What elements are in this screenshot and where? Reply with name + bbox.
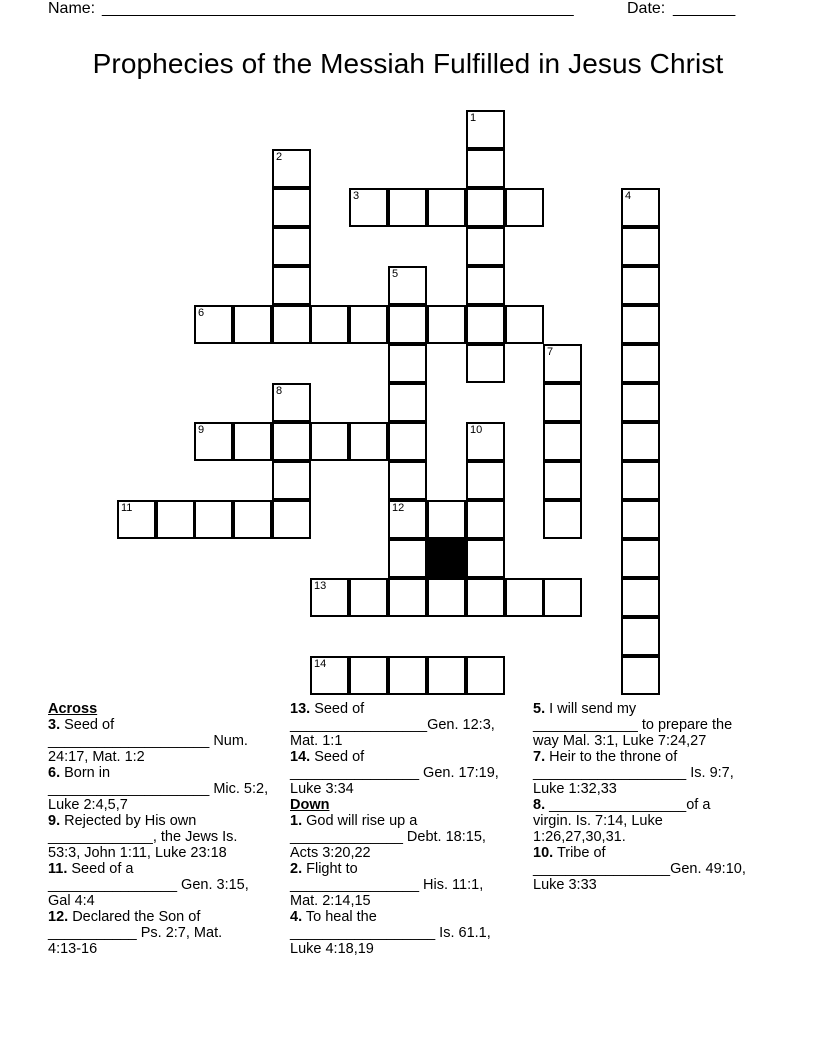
clue-line xyxy=(48,941,284,957)
cell-number: 9 xyxy=(198,424,205,436)
crossword-cell[interactable] xyxy=(310,656,349,695)
cell-number: 13 xyxy=(314,580,327,592)
clue-line xyxy=(48,893,284,909)
crossword-cell[interactable] xyxy=(427,305,466,344)
crossword-cell[interactable] xyxy=(156,500,195,539)
clue-line xyxy=(48,845,284,861)
cell-number: 5 xyxy=(392,268,399,280)
clue-text: Seed of xyxy=(60,717,115,733)
clue-text: 1:26,27,30,31. xyxy=(533,829,626,845)
clue-line xyxy=(290,781,526,797)
cell-number: 2 xyxy=(276,151,283,163)
cell-number: 7 xyxy=(547,346,554,358)
clue-text: ______________ Debt. 18:15, xyxy=(290,829,486,845)
clue-text: Mat. 2:14,15 xyxy=(290,893,371,909)
clue-text: Acts 3:20,22 xyxy=(290,845,371,861)
crossword-cell[interactable] xyxy=(272,305,311,344)
clue-line xyxy=(48,877,284,893)
crossword-cell[interactable] xyxy=(621,539,660,578)
crossword-cell[interactable] xyxy=(233,500,272,539)
clue-line xyxy=(533,797,773,813)
clue xyxy=(290,813,526,861)
clue-text: Seed of xyxy=(310,749,365,765)
clue-text: 24:17, Mat. 1:2 xyxy=(48,749,145,765)
clue-text: Flight to xyxy=(302,861,358,877)
clue-number: 11. xyxy=(48,861,68,877)
clue-line xyxy=(48,861,284,877)
clue-text: _________________Gen. 49:10, xyxy=(533,861,746,877)
clue-line xyxy=(48,909,284,925)
crossword-cell[interactable] xyxy=(388,500,427,539)
clue-text: ___________________ Is. 9:7, xyxy=(533,765,734,781)
crossword-cell[interactable] xyxy=(388,578,427,617)
clue-number: 10. xyxy=(533,845,554,861)
crossword-cell[interactable] xyxy=(621,578,660,617)
crossword-cell[interactable] xyxy=(272,227,311,266)
clue-line xyxy=(533,877,773,893)
crossword-cell[interactable] xyxy=(543,422,582,461)
crossword-cell[interactable] xyxy=(543,383,582,422)
crossword-cell[interactable] xyxy=(427,188,466,227)
clue-line xyxy=(290,765,526,781)
clue xyxy=(48,813,284,861)
clue-number: 9. xyxy=(48,813,61,829)
clue-line xyxy=(533,749,773,765)
crossword-cell[interactable] xyxy=(349,305,388,344)
crossword-cell[interactable] xyxy=(505,188,544,227)
clue xyxy=(533,845,773,893)
crossword-cell[interactable] xyxy=(233,422,272,461)
crossword-cell[interactable] xyxy=(466,500,505,539)
crossword-cell[interactable] xyxy=(194,500,233,539)
clue-text: Luke 3:33 xyxy=(533,877,597,893)
crossword-cell[interactable] xyxy=(272,383,311,422)
clue-text: __________________ Is. 61.1, xyxy=(290,925,491,941)
clue-text: ________________ Gen. 17:19, xyxy=(290,765,499,781)
clue-line xyxy=(533,765,773,781)
clue-text: 53:3, John 1:11, Luke 23:18 xyxy=(48,845,227,861)
crossword-cell[interactable] xyxy=(505,305,544,344)
clues-column-2 xyxy=(290,701,526,957)
clue-text: Seed of xyxy=(310,701,365,717)
clue-text: ________________ Gen. 3:15, xyxy=(48,877,249,893)
crossword-cell[interactable] xyxy=(388,383,427,422)
clue-text: To heal the xyxy=(302,909,377,925)
cell-number: 8 xyxy=(276,385,283,397)
clue-line xyxy=(533,701,773,717)
clue-line xyxy=(533,861,773,877)
clue-line xyxy=(48,765,284,781)
clue-line xyxy=(48,733,284,749)
crossword-cell[interactable] xyxy=(194,422,233,461)
crossword-cell[interactable] xyxy=(117,500,156,539)
clue xyxy=(48,765,284,813)
clue xyxy=(290,909,526,957)
cell-number: 12 xyxy=(392,502,405,514)
crossword-cell[interactable] xyxy=(621,500,660,539)
crossword-cell[interactable] xyxy=(349,188,388,227)
clue-number: 12. xyxy=(48,909,69,925)
cell-number: 11 xyxy=(121,502,133,514)
crossword-cell[interactable] xyxy=(388,305,427,344)
clue-line xyxy=(533,813,773,829)
crossword-cell[interactable] xyxy=(427,578,466,617)
crossword-cell[interactable] xyxy=(272,188,311,227)
clue-text: Born in xyxy=(60,765,111,781)
crossword-cell[interactable] xyxy=(621,227,660,266)
crossword-cell[interactable] xyxy=(427,500,466,539)
clue-text: Rejected by His own xyxy=(60,813,197,829)
clue-line xyxy=(48,717,284,733)
clue-line xyxy=(533,845,773,861)
crossword-cell[interactable] xyxy=(310,305,349,344)
clues-column-3 xyxy=(533,701,773,893)
clue xyxy=(48,717,284,765)
crossword-cell[interactable] xyxy=(272,266,311,305)
crossword-cell[interactable] xyxy=(349,656,388,695)
clue-line xyxy=(48,813,284,829)
crossword-cell[interactable] xyxy=(388,656,427,695)
clue-text: Gal 4:4 xyxy=(48,893,95,909)
clue-number: 2. xyxy=(290,861,303,877)
crossword-cell[interactable] xyxy=(621,266,660,305)
crossword-cell[interactable] xyxy=(272,500,311,539)
clue-number: 3. xyxy=(48,717,61,733)
crossword-cell[interactable] xyxy=(388,539,427,578)
crossword-cell[interactable] xyxy=(388,188,427,227)
crossword-cell[interactable] xyxy=(194,305,233,344)
clue-line xyxy=(290,717,526,733)
crossword-cell[interactable] xyxy=(621,461,660,500)
clue-text: _________________of a xyxy=(545,797,711,813)
black-cell xyxy=(427,539,466,578)
crossword-cell[interactable] xyxy=(466,227,505,266)
clue-text: ___________ Ps. 2:7, Mat. xyxy=(48,925,223,941)
clue xyxy=(290,701,526,749)
clue-number: 8. xyxy=(533,797,546,813)
clue-line xyxy=(290,909,526,925)
clue-text: ____________________ Mic. 5:2, xyxy=(48,781,269,797)
crossword-cell[interactable] xyxy=(272,461,311,500)
clue-text: ________________ His. 11:1, xyxy=(290,877,484,893)
clue-number: 6. xyxy=(48,765,61,781)
crossword-cell[interactable] xyxy=(466,578,505,617)
clue-text: God will rise up a xyxy=(302,813,418,829)
clue-text: ____________________ Num. xyxy=(48,733,248,749)
crossword-cell[interactable] xyxy=(543,500,582,539)
clues-column-1 xyxy=(48,701,284,957)
clue-number: 1. xyxy=(290,813,303,829)
clue xyxy=(533,797,773,845)
crossword-cell[interactable] xyxy=(466,461,505,500)
crossword-cell[interactable] xyxy=(621,656,660,695)
clue xyxy=(48,861,284,909)
crossword-cell[interactable] xyxy=(466,539,505,578)
clue xyxy=(290,749,526,797)
crossword-cell[interactable] xyxy=(349,578,388,617)
crossword-cell[interactable] xyxy=(466,266,505,305)
date-blank[interactable]: _______ xyxy=(673,0,736,17)
crossword-cell[interactable] xyxy=(621,188,660,227)
cell-number: 6 xyxy=(198,307,205,319)
crossword-cell[interactable] xyxy=(310,578,349,617)
clue-line xyxy=(533,733,773,749)
clue-text: Seed of a xyxy=(67,861,134,877)
crossword-cell[interactable] xyxy=(388,461,427,500)
cell-number: 4 xyxy=(625,190,632,202)
clue-number: 7. xyxy=(533,749,546,765)
date-label: Date: xyxy=(627,0,666,17)
crossword-cell[interactable] xyxy=(388,266,427,305)
clue-line xyxy=(48,925,284,941)
clue-text: Luke 2:4,5,7 xyxy=(48,797,128,813)
crossword-cell[interactable] xyxy=(543,344,582,383)
clue-line xyxy=(290,749,526,765)
clue-line xyxy=(290,813,526,829)
cell-number: 3 xyxy=(353,190,360,202)
crossword-cell[interactable] xyxy=(466,422,505,461)
crossword-cell[interactable] xyxy=(388,344,427,383)
crossword-cell[interactable] xyxy=(466,110,505,149)
clue-number: 13. xyxy=(290,701,311,717)
crossword-cell[interactable] xyxy=(621,305,660,344)
crossword-cell[interactable] xyxy=(310,422,349,461)
crossword-cell[interactable] xyxy=(505,578,544,617)
clue-text: Heir to the throne of xyxy=(545,749,678,765)
crossword-cell[interactable] xyxy=(543,461,582,500)
clue-line xyxy=(533,781,773,797)
clue-text: way Mal. 3:1, Luke 7:24,27 xyxy=(533,733,707,749)
clue-line xyxy=(290,941,526,957)
clue-line xyxy=(290,845,526,861)
crossword-cell[interactable] xyxy=(621,344,660,383)
crossword-cell[interactable] xyxy=(388,422,427,461)
clue-text: Luke 3:34 xyxy=(290,781,354,797)
name-blank[interactable]: _____________________________________________________ xyxy=(102,0,574,17)
clue-line xyxy=(48,749,284,765)
clue-line xyxy=(290,893,526,909)
clue-text: virgin. Is. 7:14, Luke xyxy=(533,813,663,829)
clue-line xyxy=(290,829,526,845)
clue xyxy=(533,701,773,749)
clue-number: 14. xyxy=(290,749,311,765)
clue-text: 4:13-16 xyxy=(48,941,98,957)
crossword-cell[interactable] xyxy=(272,149,311,188)
crossword-cell[interactable] xyxy=(621,617,660,656)
crossword-cell[interactable] xyxy=(466,188,505,227)
cell-number: 1 xyxy=(470,112,477,124)
clue xyxy=(48,909,284,957)
crossword-cell[interactable] xyxy=(466,344,505,383)
name-label: Name: xyxy=(48,0,96,17)
clue-text: Luke 1:32,33 xyxy=(533,781,617,797)
clue-text: Luke 4:18,19 xyxy=(290,941,374,957)
clue-line xyxy=(48,797,284,813)
across-heading: Across xyxy=(48,701,98,717)
crossword-cell[interactable] xyxy=(233,305,272,344)
crossword-cell[interactable] xyxy=(621,383,660,422)
clue-line xyxy=(48,781,284,797)
clue-text: Mat. 1:1 xyxy=(290,733,343,749)
clue-text: Declared the Son of xyxy=(68,909,201,925)
cell-number: 10 xyxy=(470,424,483,436)
crossword-cell[interactable] xyxy=(543,578,582,617)
clue-line xyxy=(290,925,526,941)
clue xyxy=(290,861,526,909)
clue-line xyxy=(290,861,526,877)
crossword-cell[interactable] xyxy=(349,422,388,461)
clue-text: _________________Gen. 12:3, xyxy=(290,717,495,733)
clue xyxy=(533,749,773,797)
crossword-cell[interactable] xyxy=(466,305,505,344)
clue-text: Tribe of xyxy=(553,845,606,861)
clue-line xyxy=(533,717,773,733)
clue-line xyxy=(48,829,284,845)
crossword-cell[interactable] xyxy=(466,656,505,695)
clue-text: I will send my xyxy=(545,701,637,717)
down-heading: Down xyxy=(290,797,330,813)
clue-number: 4. xyxy=(290,909,303,925)
clue-text: _____________, the Jews Is. xyxy=(48,829,238,845)
clue-line xyxy=(290,701,526,717)
clue-number: 5. xyxy=(533,701,546,717)
crossword-cell[interactable] xyxy=(466,149,505,188)
crossword-cell[interactable] xyxy=(427,656,466,695)
cell-number: 14 xyxy=(314,658,327,670)
clue-line xyxy=(533,829,773,845)
clue-line xyxy=(290,877,526,893)
crossword-cell[interactable] xyxy=(621,422,660,461)
page-title: Prophecies of the Messiah Fulfilled in Jesus Christ xyxy=(92,48,724,79)
clue-text: _____________ to prepare the xyxy=(533,717,733,733)
clue-line xyxy=(290,733,526,749)
crossword-cell[interactable] xyxy=(272,422,311,461)
